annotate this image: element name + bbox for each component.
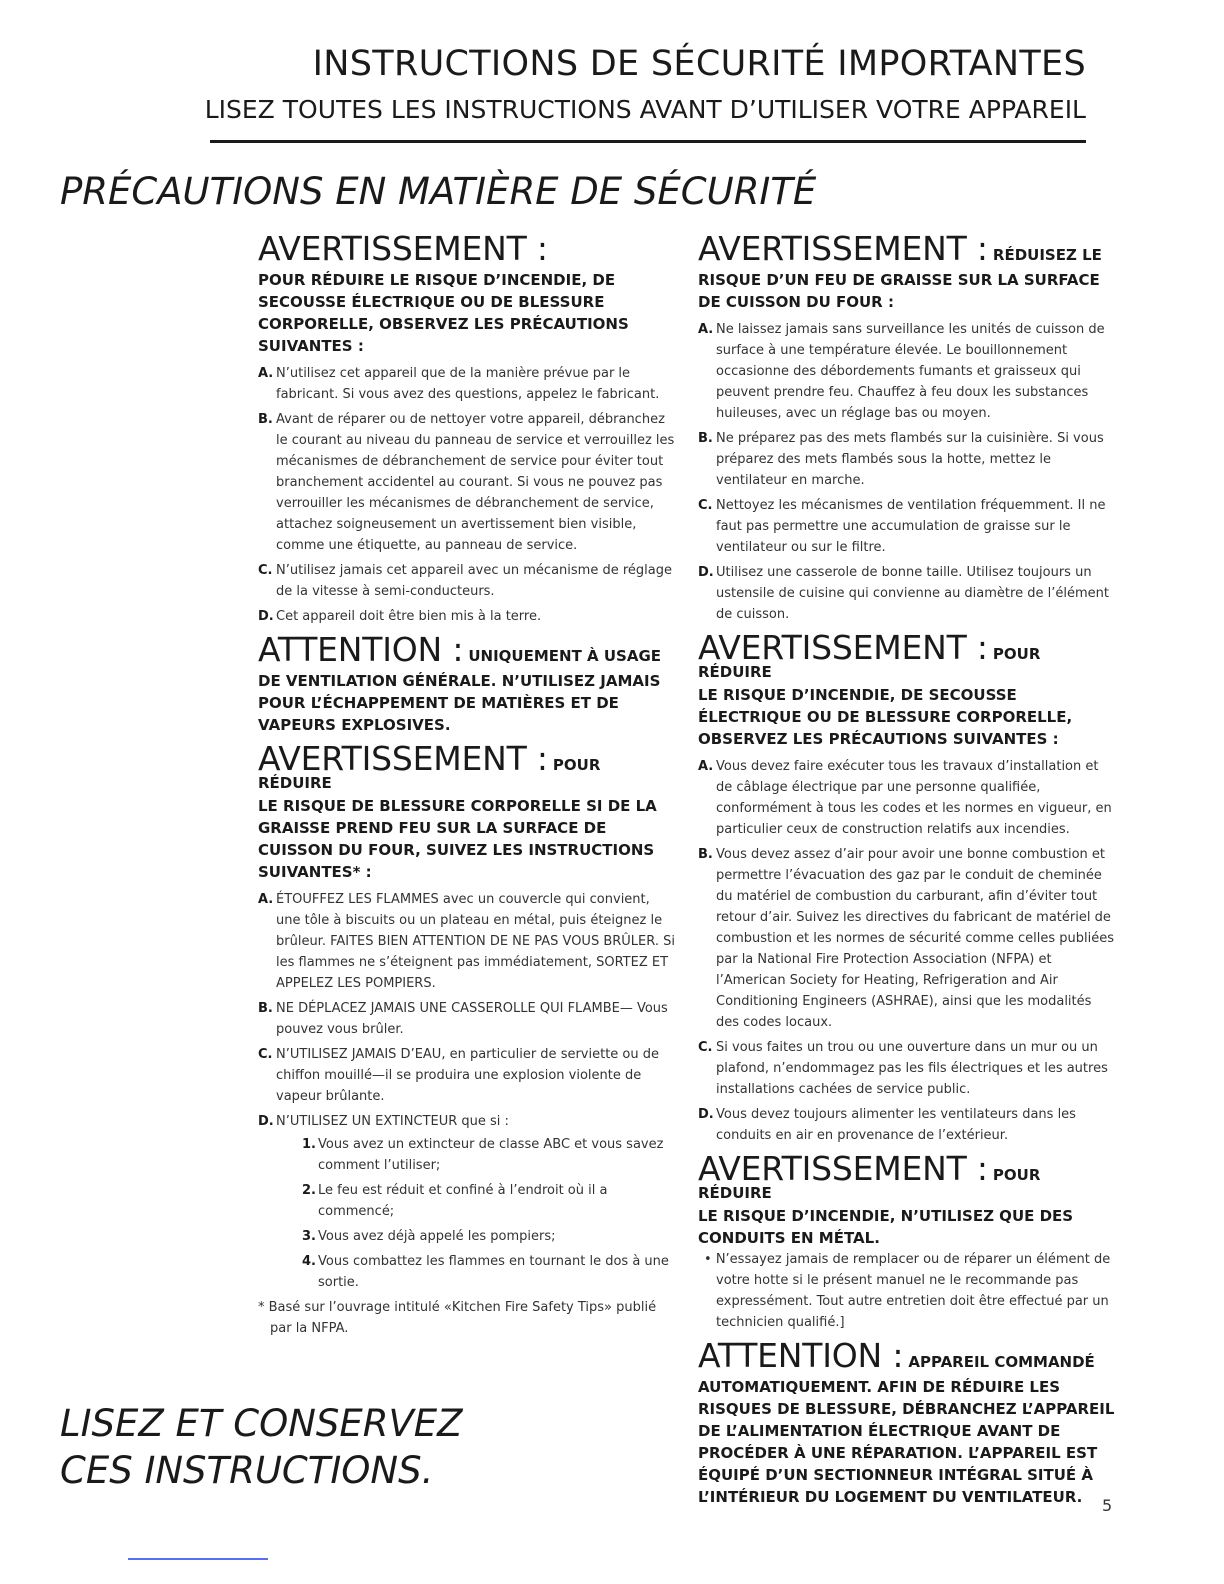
caution-inline-text: UNIQUEMENT À USAGE <box>468 647 661 665</box>
list-item <box>258 1111 678 1293</box>
list-item <box>698 844 1118 1033</box>
bullet-text: N’essayez jamais de remplacer ou de réparer un élément de votre hotte si le présent manuel ne le recommande pas expressément. Tout autre entretien doit être effectué par un technicien qualifié.] <box>715 1252 1111 1330</box>
warning-label: AVERTISSEMENT : <box>258 229 548 268</box>
item-text: Cet appareil doit être bien mis à la terre. <box>276 609 542 624</box>
warning-block-electrical <box>258 229 678 627</box>
caution-block-ventilation <box>258 630 678 736</box>
sub-item-marker: 3. <box>302 1229 316 1244</box>
header-divider <box>210 140 1086 143</box>
warning-intro: LE RISQUE D’INCENDIE, N’UTILISEZ QUE DES CONDUITS EN MÉTAL. <box>698 1207 1074 1247</box>
item-marker: A. <box>258 892 274 907</box>
item-marker: D. <box>258 1114 274 1129</box>
block-title <box>698 229 1118 268</box>
list-item <box>698 1037 1118 1100</box>
precaution-list <box>698 319 1118 625</box>
precaution-list <box>698 756 1118 1146</box>
warning-block-installation <box>698 628 1118 1146</box>
block-title <box>698 1336 1118 1375</box>
item-marker: B. <box>698 847 713 862</box>
item-text: Ne préparez pas des mets flambés sur la cuisinière. Si vous préparez des mets flambés sous la hotte, mettez le ventilateur en marche. <box>716 431 1104 488</box>
list-item <box>258 560 678 602</box>
item-marker: A. <box>698 759 714 774</box>
block-title <box>258 739 678 792</box>
footnote: * Basé sur l’ouvrage intitulé «Kitchen Fire Safety Tips» publié par la NFPA. <box>258 1300 657 1336</box>
list-item <box>258 889 678 994</box>
warning-block-grease <box>698 229 1118 625</box>
warning-label: AVERTISSEMENT : <box>698 1149 988 1188</box>
caution-label: ATTENTION : <box>258 630 464 669</box>
list-item <box>698 428 1118 491</box>
sub-list-item <box>302 1134 678 1176</box>
list-item <box>258 606 678 627</box>
block-title <box>258 229 678 268</box>
list-item <box>698 562 1118 625</box>
item-marker: C. <box>258 563 273 578</box>
item-text: Vous devez toujours alimenter les ventilateurs dans les conduits en air en provenance de l’extérieur. <box>716 1107 1076 1143</box>
sub-list-item <box>302 1251 678 1293</box>
sub-list-item <box>302 1226 678 1247</box>
list-item <box>698 1104 1118 1146</box>
warning-block-grease-fire <box>258 739 678 1339</box>
header-subtitle: LISEZ TOUTES LES INSTRUCTIONS AVANT D’UTILISER VOTRE APPAREIL <box>204 95 1086 124</box>
item-marker: A. <box>258 366 274 381</box>
bullet-item <box>698 1249 1118 1333</box>
item-text: Ne laissez jamais sans surveillance les unités de cuisson de surface à une température élevée. Le bouillonnement occasionne des débordements fumants et graisseux qui peuvent prendre feu. Chauffez à feu doux les substances huileuses, avec un réglage bas ou moyen. <box>716 322 1105 421</box>
closing-line-1: LISEZ ET CONSERVEZ <box>60 1402 463 1445</box>
warning-inline-text: POUR RÉDUIRE <box>258 756 601 792</box>
warning-intro: RISQUE D’UN FEU DE GRAISSE SUR LA SURFACE DE CUISSON DU FOUR : <box>698 271 1100 311</box>
list-item <box>258 998 678 1040</box>
item-marker: C. <box>698 1040 713 1055</box>
item-text: N’UTILISEZ JAMAIS D’EAU, en particulier de serviette ou de chiffon mouillé—il se produira une explosion violente de vapeur brûlante. <box>276 1047 660 1104</box>
list-item <box>258 363 678 405</box>
item-marker: D. <box>698 1107 714 1122</box>
block-title <box>698 628 1118 681</box>
list-item <box>698 319 1118 424</box>
warning-intro: LE RISQUE D’INCENDIE, DE SECOUSSE ÉLECTRIQUE OU DE BLESSURE CORPORELLE, OBSERVEZ LES PRÉCAUTIONS SUIVANTES : <box>698 686 1073 748</box>
closing-statement <box>60 1400 462 1494</box>
item-text: Nettoyez les mécanismes de ventilation fréquemment. Il ne faut pas permettre une accumulation de graisse sur le ventilateur ou sur le filtre. <box>716 498 1106 555</box>
warning-label: AVERTISSEMENT : <box>698 628 988 667</box>
extinguisher-conditions <box>302 1134 678 1293</box>
sub-item-marker: 2. <box>302 1183 316 1198</box>
item-marker: D. <box>698 565 714 580</box>
item-text: Vous devez faire exécuter tous les travaux d’installation et de câblage électrique par une personne qualifiée, conformément à tous les codes et les normes en vigueur, en particulier ceux de construction relatifs aux incendies. <box>716 759 1112 837</box>
precaution-list <box>258 889 678 1293</box>
item-marker: B. <box>258 412 273 427</box>
page-number: 5 <box>1102 1496 1113 1515</box>
block-title <box>698 1149 1118 1202</box>
warning-inline-text: POUR RÉDUIRE <box>698 1166 1041 1202</box>
warning-intro: LE RISQUE DE BLESSURE CORPORELLE SI DE LA GRAISSE PREND FEU SUR LA SURFACE DE CUISSON DU FOUR, SUIVEZ LES INSTRUCTIONS SUIVANTES* : <box>258 797 657 881</box>
caution-inline-text: APPAREIL COMMANDÉ <box>908 1353 1095 1371</box>
item-text: Avant de réparer ou de nettoyer votre appareil, débranchez le courant au niveau du panneau de service et verrouillez les mécanismes de débranchement de service pour éviter tout branchement accidentel au courant. Si vous ne pouvez pas verrouiller les mécanismes de débranchement de service, attachez soigneusement un avertissement bien visible, comme une étiquette, au panneau de service. <box>276 412 675 553</box>
warning-intro: POUR RÉDUIRE LE RISQUE D’INCENDIE, DE SECOUSSE ÉLECTRIQUE OU DE BLESSURE CORPORELLE, OBSERVEZ LES PRÉCAUTIONS SUIVANTES : <box>258 271 629 355</box>
item-text: Vous devez assez d’air pour avoir une bonne combustion et permettre l’évacuation des gaz par le conduit de cheminée du matériel de combustion du carburant, afin d’éviter tout retour d’air. Suivez les directives du fabricant de matériel de combustion et les normes de sécurité comme celles publiées par la National Fire Protection Association (NFPA) et l’American Society for Heating, Refrigeration and Air Conditioning Engineers (ASHRAE), ainsi que les modalités des codes locaux. <box>716 847 1114 1030</box>
left-column <box>258 229 678 1345</box>
list-item <box>698 756 1118 840</box>
header-title: INSTRUCTIONS DE SÉCURITÉ IMPORTANTES <box>312 44 1086 84</box>
list-item <box>258 409 678 556</box>
scan-line <box>128 1558 268 1560</box>
warning-inline-text: RÉDUISEZ LE <box>992 246 1102 264</box>
warning-label: AVERTISSEMENT : <box>258 739 548 778</box>
item-marker: B. <box>698 431 713 446</box>
item-text: N’utilisez cet appareil que de la manière prévue par le fabricant. Si vous avez des questions, appelez le fabricant. <box>276 366 660 402</box>
warning-inline-text: POUR RÉDUIRE <box>698 645 1041 681</box>
item-text: N’UTILISEZ UN EXTINCTEUR que si : <box>276 1114 509 1129</box>
sub-item-marker: 1. <box>302 1137 316 1152</box>
sub-item-marker: 4. <box>302 1254 316 1269</box>
caution-intro: DE VENTILATION GÉNÉRALE. N’UTILISEZ JAMAIS POUR L’ÉCHAPPEMENT DE MATIÈRES ET DE VAPEURS EXPLOSIVES. <box>258 672 661 734</box>
item-marker: B. <box>258 1001 273 1016</box>
warning-label: AVERTISSEMENT : <box>698 229 988 268</box>
page-heading: PRÉCAUTIONS EN MATIÈRE DE SÉCURITÉ <box>60 170 817 213</box>
item-text: N’utilisez jamais cet appareil avec un mécanisme de réglage de la vitesse à semi-conducteurs. <box>276 563 672 599</box>
item-marker: C. <box>258 1047 273 1062</box>
sub-item-text: Vous avez un extincteur de classe ABC et vous savez comment l’utiliser; <box>318 1137 664 1173</box>
sub-list-item <box>302 1180 678 1222</box>
sub-item-text: Le feu est réduit et confiné à l’endroit où il a commencé; <box>318 1183 608 1219</box>
caution-label: ATTENTION : <box>698 1336 904 1375</box>
sub-item-text: Vous avez déjà appelé les pompiers; <box>318 1229 556 1244</box>
item-marker: D. <box>258 609 274 624</box>
closing-line-2: CES INSTRUCTIONS. <box>60 1449 434 1492</box>
precaution-list <box>258 363 678 627</box>
item-text: Si vous faites un trou ou une ouverture dans un mur ou un plafond, n’endommagez pas les fils électriques et les autres installations cachées de service public. <box>716 1040 1108 1097</box>
item-marker: C. <box>698 498 713 513</box>
sub-item-text: Vous combattez les flammes en tournant le dos à une sortie. <box>318 1254 669 1290</box>
item-text: Utilisez une casserole de bonne taille. Utilisez toujours un ustensile de cuisine qui convienne au diamètre de l’élément de cuisson. <box>716 565 1109 622</box>
item-marker: A. <box>698 322 714 337</box>
right-column <box>698 229 1118 1514</box>
item-text: NE DÉPLACEZ JAMAIS UNE CASSEROLLE QUI FLAMBE— Vous pouvez vous brûler. <box>276 1001 668 1037</box>
block-title <box>258 630 678 669</box>
list-item <box>698 495 1118 558</box>
item-text: ÉTOUFFEZ LES FLAMMES avec un couvercle qui convient, une tôle à biscuits ou un plateau en métal, puis éteignez le brûleur. FAITES BIEN ATTENTION DE NE PAS VOUS BRÛLER. Si les flammes ne s’éteignent pas immédiatement, SORTEZ ET APPELEZ LES POMPIERS. <box>276 892 675 991</box>
caution-intro: AUTOMATIQUEMENT. AFIN DE RÉDUIRE LES RISQUES DE BLESSURE, DÉBRANCHEZ L’APPAREIL DE L’ALIMENTATION ÉLECTRIQUE AVANT DE PROCÉDER À UNE RÉPARATION. L’APPAREIL EST ÉQUIPÉ D’UN SECTIONNEUR INTÉGRAL SITUÉ À L’INTÉRIEUR DU LOGEMENT DU VENTILATEUR. <box>698 1378 1115 1506</box>
caution-block-automatic <box>698 1336 1118 1508</box>
bullet-icon: • <box>704 1252 716 1267</box>
list-item <box>258 1044 678 1107</box>
warning-block-metal-ducts <box>698 1149 1118 1333</box>
